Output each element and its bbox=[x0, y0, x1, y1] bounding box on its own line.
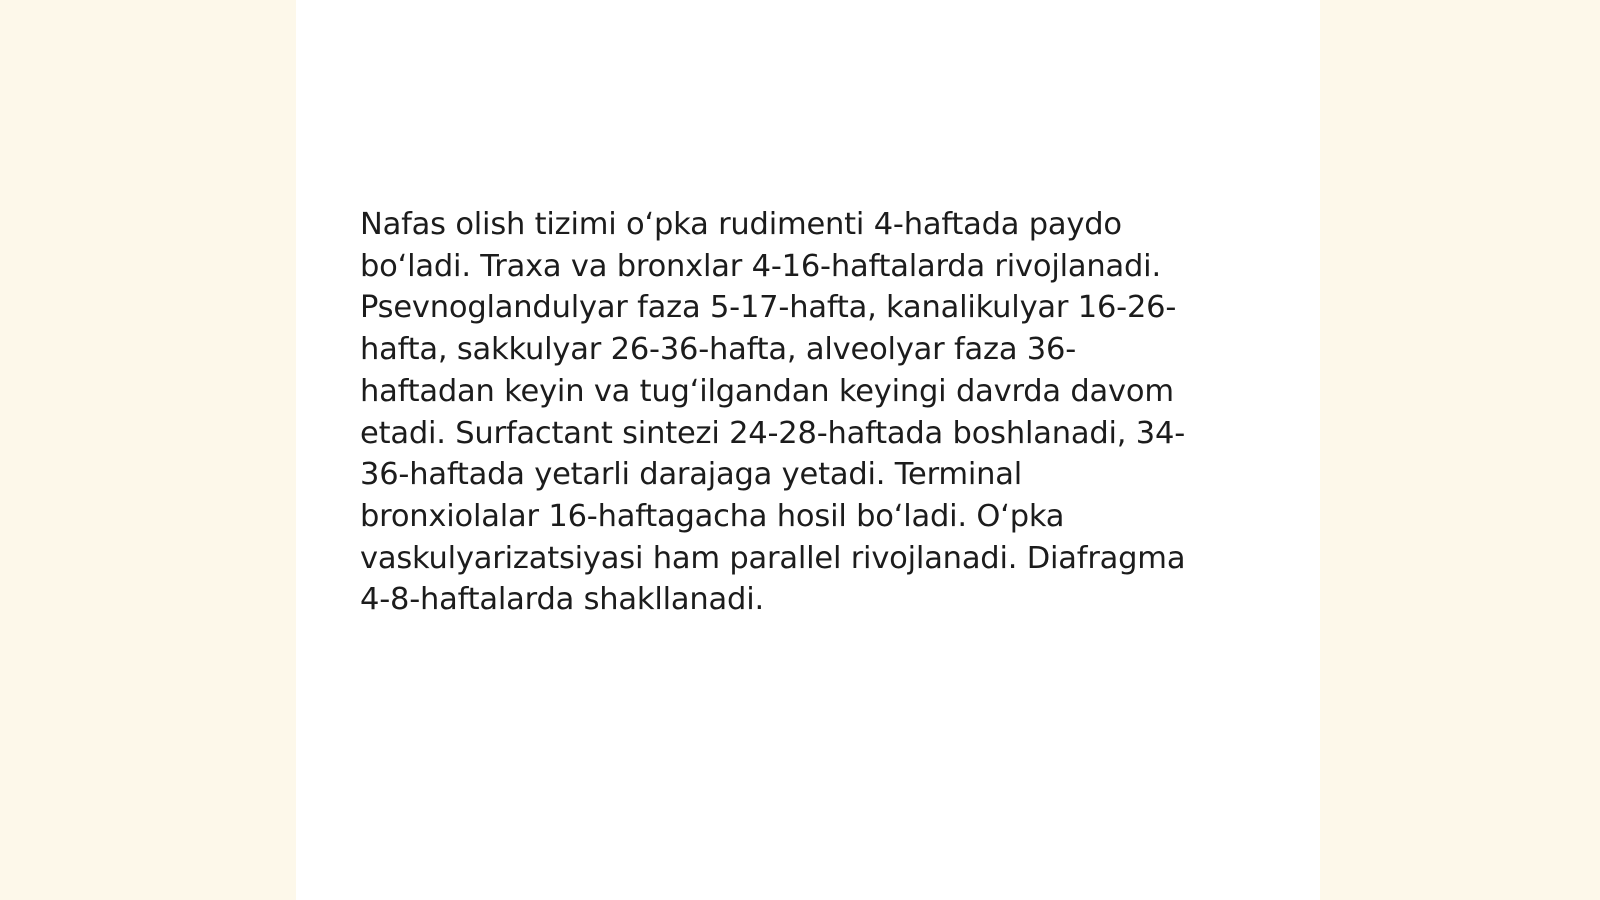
slide bbox=[296, 0, 1320, 900]
slide-body-text: Nafas olish tizimi o‘pka rudimenti 4-haftada paydo bo‘ladi. Traxa va bronxlar 4-16-haftalarda rivojlanadi. Psevnoglandulyar faza 5-17-hafta, kanalikulyar 16-26- hafta, sakkulyar 26-36-hafta, alveolyar faza 36- haftadan keyin va tug‘ilgandan keyingi davrda davom etadi. Surfactant sintezi 24-28-haftada boshlanadi, 34- 36-haftada yetarli darajaga yetadi. Terminal bronxiolalar 16-haftagacha hosil bo‘ladi. O‘pka vaskulyarizatsiyasi ham parallel rivojlanadi. Diafragma 4-8-haftalarda shakllanadi. bbox=[360, 207, 1186, 618]
